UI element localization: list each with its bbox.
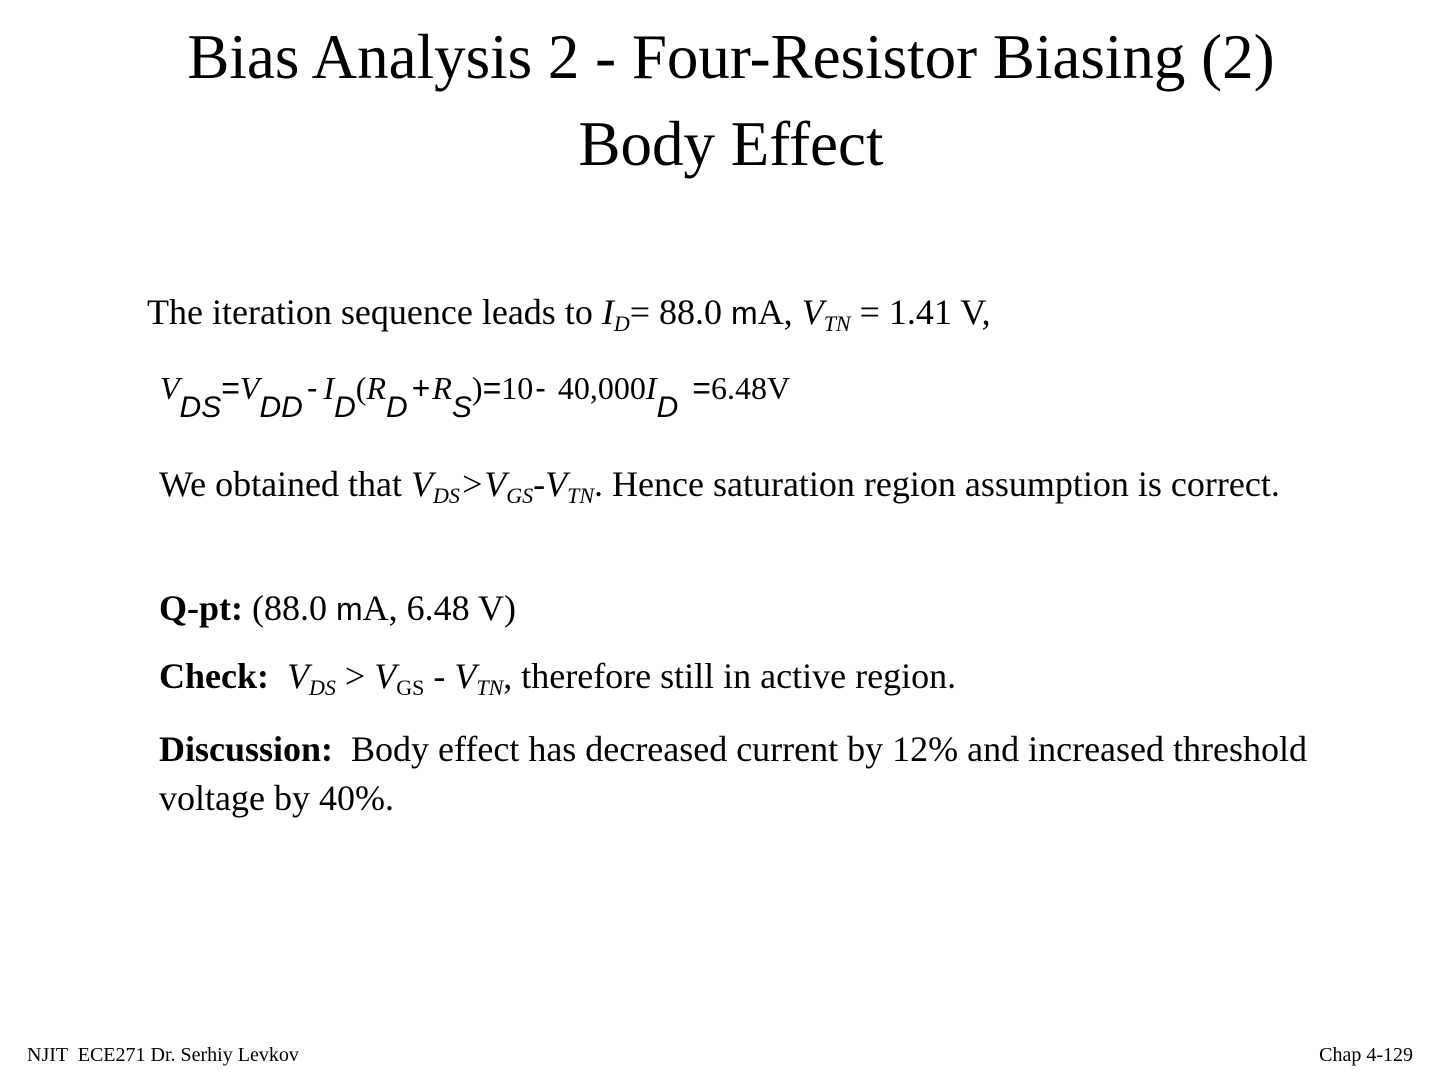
discussion-label: Discussion: bbox=[159, 729, 334, 769]
obtained-sub-ds: DS bbox=[433, 483, 460, 508]
eq-paren-close: ) bbox=[471, 370, 483, 406]
qpt-micro-symbol: m bbox=[336, 591, 363, 627]
obtained-sub-gs: GS bbox=[506, 483, 534, 508]
obtained-sub-tn: TN bbox=[567, 483, 595, 508]
eq-result: 6.48V bbox=[710, 370, 791, 406]
slide-title bbox=[0, 14, 1440, 188]
check-gt: > bbox=[335, 656, 375, 696]
obtained-v1: V bbox=[411, 464, 434, 504]
check-suffix: , therefore still in active region. bbox=[503, 656, 957, 696]
micro-symbol: m bbox=[731, 295, 758, 331]
obtained-v2: V bbox=[484, 464, 507, 504]
id-subscript: D bbox=[613, 311, 630, 336]
vtn-value: = 1.41 V, bbox=[850, 292, 991, 332]
eq-equals-1: = bbox=[221, 370, 240, 406]
qpt-label: Q-pt: bbox=[159, 588, 243, 628]
footer-course-info: NJIT ECE271 Dr. Serhiy Levkov bbox=[27, 1044, 299, 1066]
eq-sub-dd: DD bbox=[259, 391, 303, 424]
eq-sub-ds: DS bbox=[179, 391, 222, 424]
iteration-result bbox=[147, 292, 991, 336]
check-v3: V bbox=[454, 656, 477, 696]
saturation-conclusion bbox=[159, 457, 1309, 511]
eq-ten: 10 bbox=[501, 370, 534, 406]
obtained-dash: - bbox=[533, 464, 546, 504]
check-label: Check: bbox=[159, 656, 269, 696]
obtained-suffix: . Hence saturation region assumption is correct. bbox=[594, 464, 1280, 504]
footer-page-number: Chap 4-129 bbox=[1319, 1044, 1413, 1066]
eq-sub-d1: D bbox=[334, 391, 356, 424]
slide-title-line-2: Body Effect bbox=[578, 109, 884, 179]
eq-v1: V bbox=[160, 370, 180, 406]
check-sub-gs: GS bbox=[396, 675, 425, 700]
eq-i2: I bbox=[645, 370, 657, 406]
eq-equals-2: = bbox=[482, 370, 502, 406]
discussion-paragraph bbox=[159, 725, 1316, 823]
obtained-gt: > bbox=[459, 464, 485, 504]
eq-v2: V bbox=[239, 370, 260, 406]
check-dash: - bbox=[424, 656, 455, 696]
q-point bbox=[159, 588, 516, 629]
eq-r1: R bbox=[366, 370, 386, 406]
eq-sub-s: S bbox=[451, 391, 472, 424]
iteration-prefix: The iteration sequence leads to bbox=[147, 292, 602, 332]
check-sub-ds: DS bbox=[309, 675, 336, 700]
check-line bbox=[159, 656, 957, 700]
eq-i1: I bbox=[323, 370, 335, 406]
id-value: = 88.0 bbox=[629, 292, 732, 332]
slide-title-line-1: Bias Analysis 2 - Four-Resistor Biasing (2) bbox=[187, 22, 1275, 92]
eq-equals-3: = bbox=[692, 370, 711, 406]
obtained-v3: V bbox=[545, 464, 568, 504]
eq-sub-d3: D bbox=[656, 391, 679, 424]
vds-equation bbox=[160, 368, 791, 424]
id-symbol: I bbox=[601, 292, 614, 332]
qpt-value-post: A, 6.48 V) bbox=[362, 588, 516, 628]
eq-minus-2: - bbox=[535, 370, 546, 406]
check-v2: V bbox=[374, 656, 397, 696]
eq-sub-d2: D bbox=[386, 391, 408, 424]
vtn-subscript: TN bbox=[823, 311, 851, 336]
eq-paren-open: ( bbox=[355, 370, 367, 406]
eq-minus-1: - bbox=[306, 370, 318, 406]
obtained-prefix: We obtained that bbox=[159, 464, 412, 504]
discussion-text: Body effect has decreased current by 12% and increased threshold voltage by 40%. bbox=[159, 729, 1316, 818]
qpt-value-pre: (88.0 bbox=[243, 588, 336, 628]
vtn-symbol: V bbox=[801, 292, 824, 332]
check-sub-tn: TN bbox=[476, 675, 504, 700]
eq-plus: + bbox=[411, 370, 431, 406]
id-unit: A, bbox=[757, 292, 802, 332]
check-v1: V bbox=[287, 656, 309, 696]
check-space bbox=[269, 656, 287, 696]
eq-r2: R bbox=[432, 370, 452, 406]
eq-coefficient: 40,000 bbox=[557, 370, 646, 406]
